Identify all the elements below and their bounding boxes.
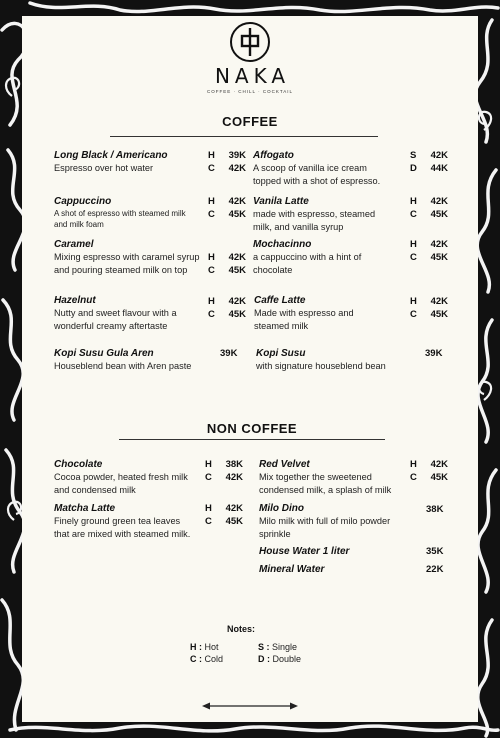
price-value: 42K	[225, 472, 243, 483]
price-list	[205, 458, 243, 484]
size-label: C	[208, 309, 215, 320]
price-value: 45K	[228, 309, 246, 320]
item-name: Red Velvet	[259, 459, 310, 470]
menu-item-red-velvet	[259, 458, 409, 496]
menu-item-matcha-latte	[54, 502, 194, 540]
section-divider	[119, 439, 385, 440]
price-list	[410, 295, 448, 321]
note-key: D :	[258, 654, 270, 664]
size-label: H	[208, 252, 215, 263]
menu-item-vanila-latte	[253, 195, 393, 233]
size-label: H	[205, 503, 212, 514]
item-name: Hazelnut	[54, 295, 96, 306]
size-label: H	[410, 239, 417, 250]
menu-item-milo-dino	[259, 502, 419, 540]
size-label: H	[205, 459, 212, 470]
price-value: 38K	[426, 504, 444, 515]
section-title-coffee: COFFEE	[222, 114, 278, 129]
item-description: A shot of espresso with steamed milk and milk foam	[54, 209, 186, 229]
price-list	[208, 295, 246, 321]
item-name: Milo Dino	[259, 503, 304, 514]
price-value: 45K	[430, 472, 448, 483]
price-value: 42K	[228, 296, 246, 307]
menu-item-kopi-susu	[256, 347, 416, 373]
price-value: 45K	[228, 209, 246, 220]
size-label: S	[410, 150, 417, 161]
item-description: A scoop of vanilla ice cream topped with a shot of espresso.	[253, 163, 381, 186]
price-list	[410, 458, 448, 484]
price-value: 42K	[228, 252, 246, 263]
note-label: Hot	[204, 642, 219, 652]
size-label: H	[410, 459, 417, 470]
item-name: Cappuccino	[54, 196, 112, 207]
menu-item-caramel	[54, 238, 202, 276]
price-list	[410, 149, 448, 175]
price-value: 42K	[430, 239, 448, 250]
item-name: Matcha Latte	[54, 503, 116, 514]
size-label: H	[208, 296, 215, 307]
price-list	[208, 195, 246, 221]
size-label: C	[410, 472, 417, 483]
price-value: 45K	[430, 209, 448, 220]
menu-item-mineral-water	[259, 563, 409, 576]
menu-item-house-water	[259, 545, 409, 558]
menu-item-mochacinno	[253, 238, 393, 276]
price-value: 22K	[426, 564, 444, 575]
price-value: 39K	[220, 348, 238, 359]
price-value: 42K	[225, 503, 243, 514]
size-label: C	[208, 163, 215, 174]
price-value: 42K	[228, 196, 246, 207]
brand-tagline: COFFEE · CHILL · COCKTAIL	[206, 89, 293, 94]
item-name: Kopi Susu Gula Aren	[54, 348, 154, 359]
price-value: 45K	[225, 516, 243, 527]
item-description: Mixing espresso with caramel syrup and pouring steamed milk on top	[54, 252, 200, 275]
size-label: C	[205, 516, 212, 527]
item-name: Long Black / Americano	[54, 150, 168, 161]
price-list	[205, 502, 243, 528]
double-arrow-divider-icon	[202, 702, 298, 710]
note-single	[258, 642, 297, 652]
item-name: Chocolate	[54, 459, 103, 470]
brand-logo	[22, 22, 478, 94]
price-value: 35K	[426, 546, 444, 557]
item-name: Affogato	[253, 150, 294, 161]
logo-emblem-icon	[230, 22, 270, 62]
item-description: Finely ground green tea leaves that are mixed with steamed milk.	[54, 516, 191, 539]
price-value: 45K	[430, 309, 448, 320]
item-name: Caramel	[54, 239, 94, 250]
menu-item-affogato	[253, 149, 393, 187]
item-name: Mochacinno	[253, 239, 312, 250]
item-description: made with espresso, steamed milk, and vanilla syrup	[253, 209, 376, 232]
price-value: 42K	[228, 163, 246, 174]
menu-paper	[22, 16, 478, 722]
size-label: C	[208, 209, 215, 220]
menu-item-hazelnut	[54, 294, 199, 332]
price-value: 39K	[228, 150, 246, 161]
price-value: 42K	[430, 196, 448, 207]
note-label: Double	[272, 654, 302, 664]
item-name: Kopi Susu	[256, 348, 306, 359]
note-cold	[190, 654, 223, 664]
size-label: H	[410, 196, 417, 207]
item-description: Made with espresso and steamed milk	[254, 308, 354, 331]
price-list	[208, 149, 246, 175]
size-label: C	[205, 472, 212, 483]
note-hot	[190, 642, 219, 652]
price-list	[410, 238, 448, 264]
size-label: C	[410, 309, 417, 320]
price-value: 39K	[425, 348, 443, 359]
note-label: Single	[272, 642, 298, 652]
size-label: C	[208, 265, 215, 276]
menu-item-long-black	[54, 149, 204, 175]
item-description: Espresso over hot water	[54, 163, 154, 173]
price-value: 42K	[430, 150, 448, 161]
brand-name: NAKA	[214, 64, 291, 88]
note-double	[258, 654, 301, 664]
price-value: 42K	[430, 459, 448, 470]
size-label: D	[410, 163, 417, 174]
item-description: Nutty and sweet flavour with a wonderful creamy aftertaste	[54, 308, 177, 331]
item-description: Mix together the sweetened condensed milk, a splash of milk	[259, 472, 392, 495]
price-value: 45K	[228, 265, 246, 276]
menu-item-cappuccino	[54, 195, 194, 230]
item-name: House Water 1 liter	[259, 546, 350, 557]
menu-item-kopi-susu-gula-aren	[54, 347, 229, 373]
price-list	[410, 195, 448, 221]
item-name: Vanila Latte	[253, 196, 309, 207]
note-key: S :	[258, 642, 270, 652]
note-label: Cold	[204, 654, 224, 664]
size-label: C	[410, 252, 417, 263]
note-key: H :	[190, 642, 202, 652]
item-description: Milo milk with full of milo powder sprinkle	[259, 516, 391, 539]
size-label: H	[410, 296, 417, 307]
size-label: H	[208, 196, 215, 207]
price-value: 42K	[430, 296, 448, 307]
price-value: 44K	[430, 163, 448, 174]
item-description: a cappuccino with a hint of chocolate	[253, 252, 362, 275]
menu-item-caffe-latte	[254, 294, 384, 332]
item-name: Caffe Latte	[254, 295, 306, 306]
price-value: 45K	[430, 252, 448, 263]
size-label: C	[410, 209, 417, 220]
item-name: Mineral Water	[259, 564, 325, 575]
section-title-non-coffee: NON COFFEE	[206, 421, 298, 436]
item-description: with signature houseblend bean	[256, 361, 386, 371]
price-value: 38K	[225, 459, 243, 470]
note-key: C :	[190, 654, 202, 664]
size-label: H	[208, 150, 215, 161]
menu-item-chocolate	[54, 458, 199, 496]
notes-title: Notes:	[226, 624, 255, 634]
price-list	[208, 251, 246, 277]
item-description: Cocoa powder, heated fresh milk and condensed milk	[54, 472, 188, 495]
item-description: Houseblend bean with Aren paste	[54, 361, 192, 371]
section-divider	[110, 136, 378, 137]
